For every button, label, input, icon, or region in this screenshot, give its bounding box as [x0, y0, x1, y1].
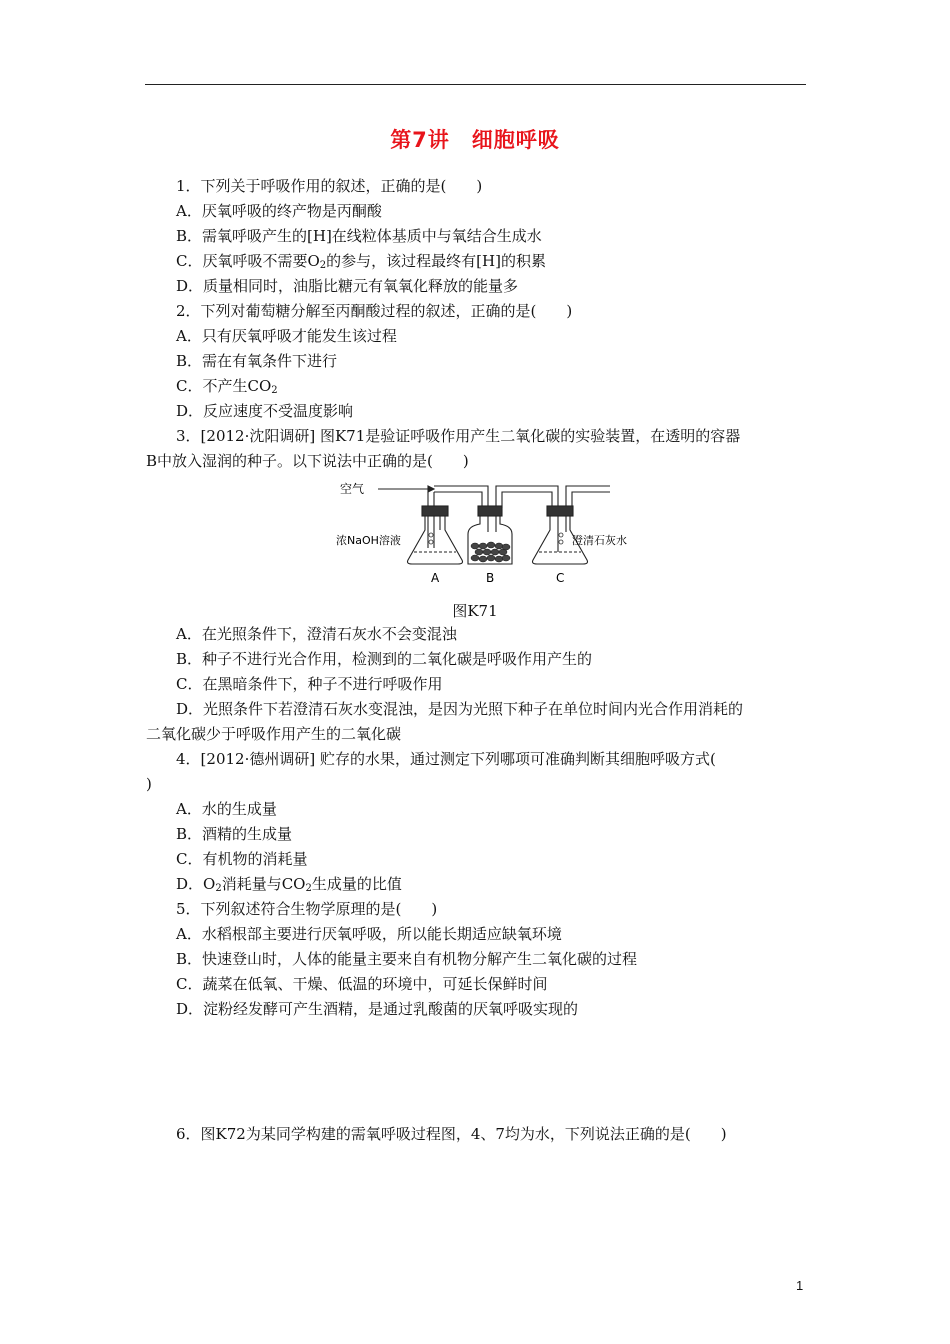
bubble-c2 — [559, 533, 563, 537]
page-number: 1 — [796, 1278, 804, 1293]
q3-option-a: A．在光照条件下，澄清石灰水不会变混浊 — [176, 625, 457, 643]
q1-option-b: B．需氧呼吸产生的[H]在线粒体基质中与氧结合生成水 — [176, 227, 542, 245]
q1-option-d: D．质量相同时，油脂比糖元有氧氧化释放的能量多 — [176, 277, 519, 295]
tube-a-to-b — [434, 486, 488, 508]
q4-stem-line2: ) — [146, 775, 152, 793]
label-b: B — [486, 571, 495, 585]
q1-option-a: A．厌氧呼吸的终产物是丙酮酸 — [176, 202, 382, 220]
header-rule — [145, 84, 806, 85]
q3-stem-line1: 3．[2012·沈阳调研] 图K71是验证呼吸作用产生二氧化碳的实验装置，在透明的容器 — [176, 427, 741, 445]
inlet-tube-a — [428, 492, 434, 548]
stopper-a — [422, 506, 448, 516]
figure-k71-apparatus — [330, 472, 627, 592]
q5-option-c: C．蔬菜在低氧、干燥、低温的环境中，可延长保鲜时间 — [176, 975, 548, 993]
label-a: A — [431, 571, 440, 585]
label-limewater: 澄清石灰水 — [572, 534, 627, 547]
q4-option-a: A．水的生成量 — [176, 800, 277, 818]
air-arrow-icon — [428, 486, 434, 492]
label-air: 空气 — [340, 482, 365, 496]
tubes-in-b — [488, 516, 496, 532]
figure-caption-k71: 图K71 — [452, 602, 498, 620]
q2-option-d: D．反应速度不受温度影响 — [176, 402, 354, 420]
stopper-c — [547, 506, 573, 516]
q3-option-d-line2: 二氧化碳少于呼吸作用产生的二氧化碳 — [146, 725, 402, 743]
label-naoh: 浓NaOH溶液 — [336, 534, 401, 547]
q5-stem: 5．下列叙述符合生物学原理的是( ) — [176, 900, 438, 918]
bubble-a2 — [429, 533, 433, 537]
q3-option-d-line1: D．光照条件下若澄清石灰水变混浊，是因为光照下种子在单位时间内光合作用消耗的 — [176, 700, 744, 718]
q4-stem-line1: 4．[2012·德州调研] 贮存的水果，通过测定下列哪项可准确判断其细胞呼吸方式( — [176, 750, 716, 768]
q5-option-b: B．快速登山时，人体的能量主要来自有机物分解产生二氧化碳的过程 — [176, 950, 638, 968]
q5-option-a: A．水稻根部主要进行厌氧呼吸，所以能长期适应缺氧环境 — [176, 925, 562, 943]
q6-stem: 6．图K72为某同学构建的需氧呼吸过程图，4、7均为水，下列说法正确的是( ) — [176, 1125, 727, 1143]
q4-option-b: B．酒精的生成量 — [176, 825, 293, 843]
bubble-a1 — [429, 540, 433, 544]
q5-option-d: D．淀粉经发酵可产生酒精，是通过乳酸菌的厌氧呼吸实现的 — [176, 1000, 579, 1018]
q4-option-d: D．$O_2$消耗量与$CO_2$生成量的比值 — [176, 875, 402, 894]
q3-option-c: C．在黑暗条件下，种子不进行呼吸作用 — [176, 675, 443, 693]
q1-option-c: C．厌氧呼吸不需要$O_2$的参与，该过程最终有[H]的积累 — [176, 252, 546, 271]
apparatus-diagram — [330, 472, 627, 592]
stopper-b — [478, 506, 502, 516]
q4-option-c: C．有机物的消耗量 — [176, 850, 308, 868]
flask-a — [408, 516, 463, 564]
q2-option-c: C．不产生$CO_2$ — [176, 377, 278, 396]
q2-stem: 2．下列对葡萄糖分解至丙酮酸过程的叙述，正确的是( ) — [176, 302, 573, 320]
outlet-pipe — [566, 486, 610, 508]
seeds — [471, 542, 510, 562]
q3-option-b: B．种子不进行光合作用，检测到的二氧化碳是呼吸作用产生的 — [176, 650, 593, 668]
bubble-c1 — [559, 540, 563, 544]
q3-stem-line2: B中放入湿润的种子。以下说法中正确的是( ) — [146, 452, 469, 470]
tube-b-to-c — [496, 486, 558, 508]
q2-option-a: A．只有厌氧呼吸才能发生该过程 — [176, 327, 397, 345]
q1-stem: 1．下列关于呼吸作用的叙述，正确的是( ) — [176, 177, 483, 195]
q2-option-b: B．需在有氧条件下进行 — [176, 352, 338, 370]
label-c: C — [556, 571, 565, 585]
page-title: 第7讲 细胞呼吸 — [390, 128, 560, 152]
